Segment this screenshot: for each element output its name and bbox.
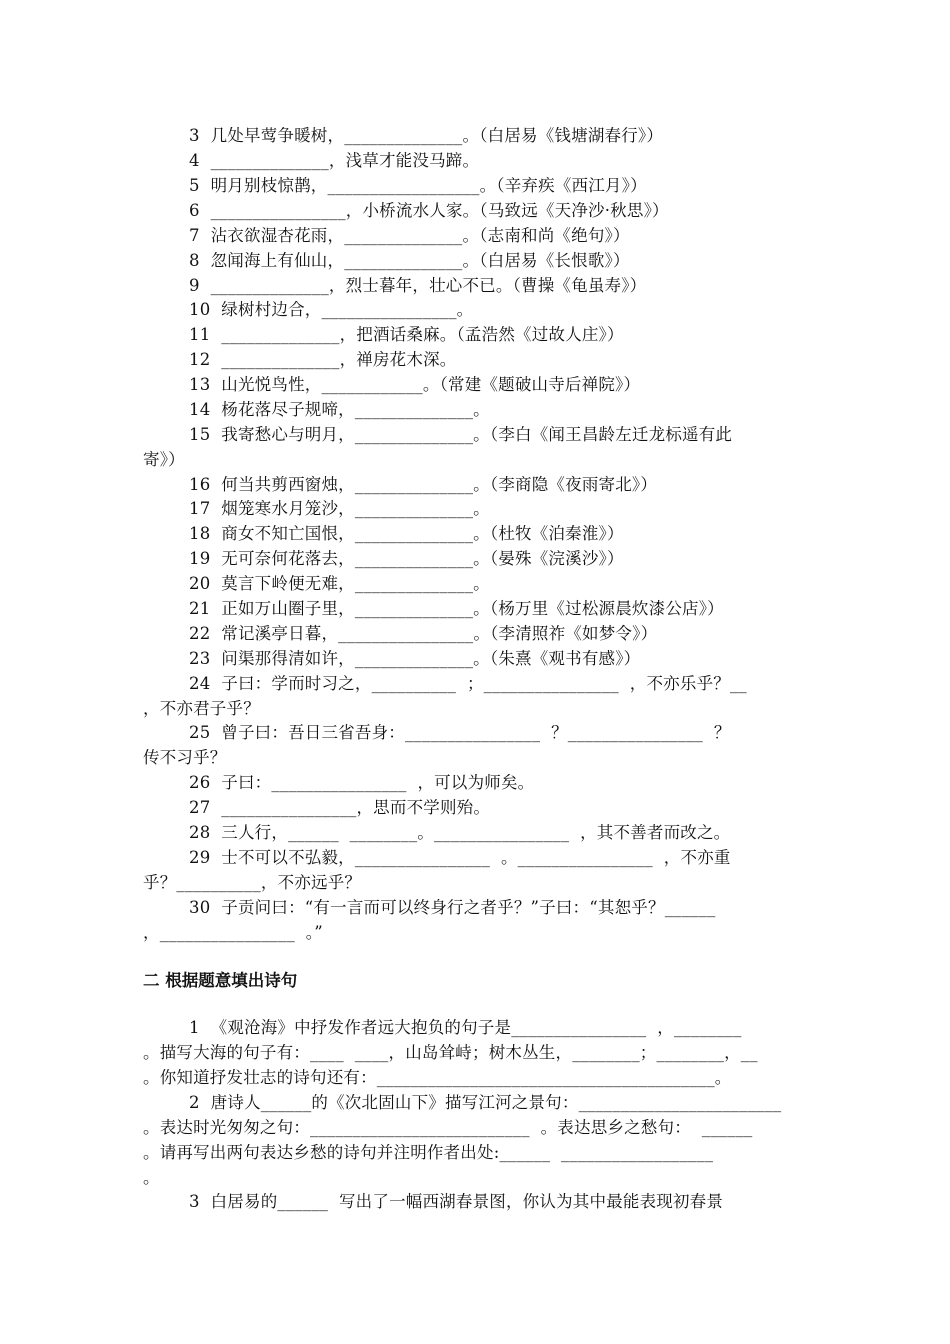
item-6: 6 ________________，小桥流水人家。（马致远《天净沙·秋思》）	[189, 201, 669, 220]
item-4: 4 ______________，浅草才能没马蹄。	[189, 151, 480, 170]
q1-line1: 1 《观沧海》中抒发作者远大抱负的句子是________________ ，________	[189, 1018, 742, 1037]
q2-line4: 。	[143, 1168, 160, 1187]
item-16: 16 何当共剪西窗烛，______________。（李商隐《夜雨寄北》）	[189, 475, 658, 494]
item-18: 18 商女不知亡国恨，______________。（杜牧《泊秦淮》）	[189, 524, 624, 543]
item-22: 22 常记溪亭日暮，________________。（李清照祚《如梦令》）	[189, 624, 658, 643]
item-10: 10 绿树村边合，________________。	[189, 300, 474, 319]
item-28: 28 三人行，______ ________。________________ ，其不善者而改之。	[189, 823, 731, 842]
item-30: 30 子贡问曰：“有一言而可以终身行之者乎？”子曰：“其恕乎？______	[189, 898, 716, 917]
item-26: 26 子曰：________________ ，可以为师矣。	[189, 773, 535, 792]
item-30-cont: ，________________ 。”	[143, 923, 323, 942]
q3-line1: 3 白居易的______ 写出了一幅西湖春景图，你认为其中最能表现初春景	[189, 1192, 724, 1211]
item-19: 19 无可奈何花落去，______________。（晏殊《浣溪沙》）	[189, 549, 624, 568]
item-12: 12 ______________，禅房花木深。	[189, 350, 457, 369]
item-13: 13 山光悦鸟性，____________。（常建《题破山寺后禅院》）	[189, 375, 641, 394]
item-17: 17 烟笼寒水月笼沙，______________。	[189, 499, 490, 518]
item-5: 5 明月别枝惊鹊，__________________。（辛弃疾《西江月》）	[189, 176, 647, 195]
item-23: 23 问渠那得清如许，______________。（朱熹《观书有感》）	[189, 649, 641, 668]
item-27: 27 ________________，思而不学则殆。	[189, 798, 491, 817]
q2-line1: 2 唐诗人______的《次北固山下》描写江河之景句：________________________	[189, 1093, 782, 1112]
item-14: 14 杨花落尽子规啼，______________。	[189, 400, 490, 419]
q2-line2: 。表达时光匆匆之句：__________________________ 。表达思乡之愁句： ______	[143, 1118, 753, 1137]
item-9: 9 ______________，烈士暮年，壮心不已。（曹操《龟虽寿》）	[189, 276, 647, 295]
item-8: 8 忽闻海上有仙山，______________。（白居易《长恨歌》）	[189, 251, 630, 270]
item-21: 21 正如万山圈子里，______________。（杨万里《过松源晨炊漆公店》）	[189, 599, 724, 618]
item-29-cont: 乎？__________，不亦远乎？	[143, 873, 362, 892]
item-20: 20 莫言下岭便无难，______________。	[189, 574, 490, 593]
item-11: 11 ______________，把酒话桑麻。（孟浩然《过故人庄》）	[189, 325, 624, 344]
item-7: 7 沾衣欲湿杏花雨，______________。（志南和尚《绝句》）	[189, 226, 630, 245]
item-15: 15 我寄愁心与明月，______________。（李白《闻王昌龄左迁龙标遥有此	[189, 425, 733, 444]
q2-line3: 。请再写出两句表达乡愁的诗句并注明作者出处:______ __________________	[143, 1143, 714, 1162]
q1-line2: 。描写大海的句子有：____ ____，山岛耸峙；树木丛生，________；________，__	[143, 1043, 758, 1062]
item-15-cont: 寄》）	[143, 450, 185, 469]
item-24-cont: ，不亦君子乎？	[143, 699, 260, 718]
item-24: 24 子曰：学而时习之，__________ ；________________ ，不亦乐乎？__	[189, 674, 747, 693]
section-heading: 二 根据题意填出诗句	[143, 971, 298, 990]
item-29: 29 士不可以不弘毅，________________ 。________________ ，不亦重	[189, 848, 731, 867]
item-3: 3 几处早莺争暖树，______________。（白居易《钱塘湖春行》）	[189, 126, 664, 145]
item-25-cont: 传不习乎？	[143, 748, 227, 767]
q1-line3: 。你知道抒发壮志的诗句还有：________________________________________。	[143, 1068, 732, 1087]
item-25: 25 曾子曰：吾日三省吾身：________________ ？________________ ？	[189, 723, 731, 742]
